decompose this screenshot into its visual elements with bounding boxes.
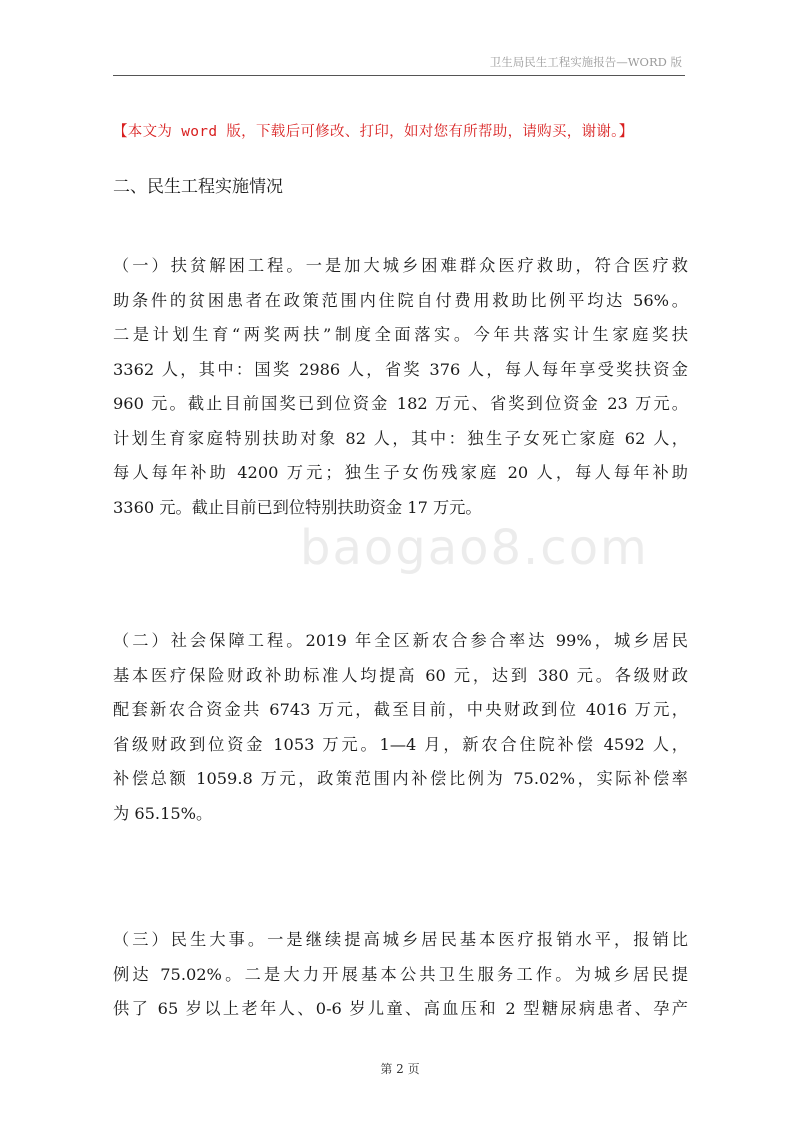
text-line: 供了 65 岁以上老年人、0-6 岁儿童、高血压和 2 型糖尿病患者、孕产 <box>113 999 688 1018</box>
text-line: 每人每年补助 4200 万元；独生子女伤残家庭 20 人，每人每年补助 <box>113 463 688 482</box>
text-line: 基本医疗保险财政补助标准人均提高 60 元，达到 380 元。各级财政 <box>113 665 688 685</box>
section-title: 二、民生工程实施情况 <box>113 177 283 197</box>
text-line: （二）社会保障工程。2019 年全区新农合参合率达 99%，城乡居民 <box>113 631 688 650</box>
header-divider <box>113 75 685 76</box>
text-line: 为 65.15%。 <box>113 803 213 823</box>
text-line: （三）民生大事。一是继续提高城乡居民基本医疗报销水平，报销比 <box>113 930 688 949</box>
paragraph-poverty-relief <box>113 249 688 525</box>
watermark: baogao8.com <box>300 520 649 576</box>
text-line: （一）扶贫解困工程。一是加大城乡困难群众医疗救助，符合医疗救 <box>113 256 688 275</box>
text-line: 960 元。截止目前国奖已到位资金 182 万元、省奖到位资金 23 万元。 <box>113 394 688 413</box>
text-line: 补偿总额 1059.8 万元，政策范围内补偿比例为 75.02%，实际补偿率 <box>113 769 688 788</box>
text-line: 3362 人，其中：国奖 2986 人，省奖 376 人，每人每年享受奖扶资金 <box>113 359 688 379</box>
purchase-notice: 【本文为 word 版，下载后可修改、打印，如对您有所帮助，请购买，谢谢。】 <box>113 124 634 140</box>
paragraph-livelihood-events <box>113 923 688 1027</box>
running-header: 卫生局民生工程实施报告—WORD 版 <box>489 55 682 69</box>
text-line: 助条件的贫困患者在政策范围内住院自付费用救助比例平均达 56%。 <box>113 290 688 310</box>
text-line: 省级财政到位资金 1053 万元。1—4 月，新农合住院补偿 4592 人， <box>113 734 688 754</box>
text-line: 配套新农合资金共 6743 万元，截至目前，中央财政到位 4016 万元， <box>113 700 688 719</box>
paragraph-social-security <box>113 624 688 831</box>
text-line: 计划生育家庭特别扶助对象 82 人，其中：独生子女死亡家庭 62 人， <box>113 428 688 448</box>
page-number: 第 2 页 <box>380 1062 420 1076</box>
text-line: 3360 元。截止目前已到位特别扶助资金 17 万元。 <box>113 497 482 517</box>
text-line: 二是计划生育“两奖两扶”制度全面落实。今年共落实计生家庭奖扶 <box>113 325 688 344</box>
text-line: 例达 75.02%。二是大力开展基本公共卫生服务工作。为城乡居民提 <box>113 964 688 984</box>
